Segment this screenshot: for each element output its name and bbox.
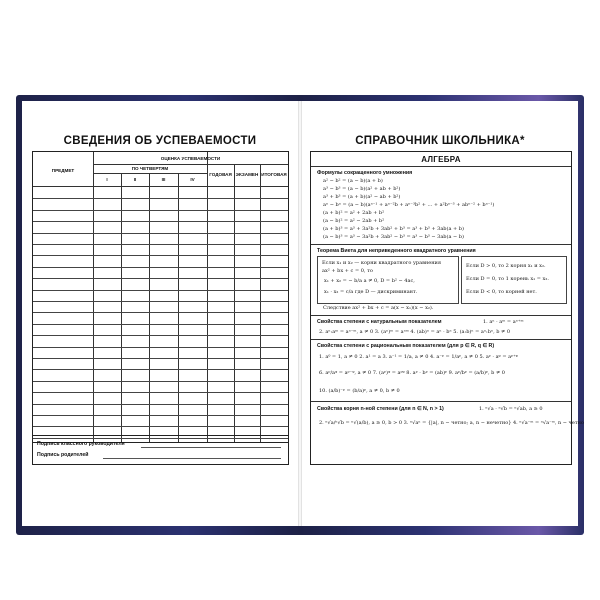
- formula-line: 2. aⁿ:aᵐ = aⁿ⁻ᵐ, a ≠ 0 3. (aⁿ)ᵐ = aⁿᵐ 4. (ab)ⁿ = aⁿ · bⁿ 5. (a:b)ⁿ = aⁿ:bⁿ, b ≠ 0: [319, 329, 511, 335]
- grades-header: ОЦЕНКА УСПЕВАЕМОСТИ: [160, 156, 221, 161]
- subject-column-header: ПРЕДМЕТ: [51, 168, 75, 173]
- vieta-line: x₁ + x₂ = − b/a a ≠ 0, D = b² − 4ac,: [324, 278, 415, 284]
- vieta-line: Если x₁ и x₂ — корни квадратного уравнения: [322, 260, 442, 266]
- quarter-3-header: III: [161, 177, 166, 182]
- vieta-line: x₁ · x₂ = c/a где D — дискриминант.: [324, 289, 418, 295]
- table-row-line: [33, 233, 288, 234]
- vieta-box: [317, 256, 459, 304]
- exam-column-header: ЭКЗАМЕН: [235, 172, 259, 177]
- vieta-line: ax² + bx + c = 0, то: [322, 268, 373, 274]
- table-row-line: [33, 426, 288, 427]
- table-row-line: [33, 244, 288, 245]
- discriminant-case: Если D = 0, то 1 корень x₁ = x₂.: [466, 276, 549, 282]
- quarter-2-header: II: [133, 177, 137, 182]
- table-row-line: [33, 221, 288, 222]
- formula-line: aⁿ − bⁿ = (a − b)(aⁿ⁻¹ + aⁿ⁻²b + aⁿ⁻³b² + ... + a²bⁿ⁻³ + abⁿ⁻² + bⁿ⁻¹): [323, 202, 495, 208]
- quarter-4-header: IV: [190, 177, 195, 182]
- section-nth-root: Свойства корня n-ной степени (для n ∈ N, n > 1): [317, 406, 444, 412]
- table-row-line: [33, 255, 288, 256]
- subject-title: АЛГЕБРА: [421, 155, 461, 164]
- formula-line: 1. aⁿ · aᵐ = aⁿ⁺ᵐ: [483, 319, 524, 325]
- table-row-line: [33, 198, 288, 199]
- formula-line: 10. (a/b)⁻ᵖ = (b/a)ᵖ, a ≠ 0, b ≠ 0: [319, 388, 400, 394]
- table-row-line: [33, 347, 288, 348]
- formula-line: a³ − b³ = (a − b)(a² + ab + b²): [323, 186, 401, 192]
- discriminant-cases-box: [461, 256, 567, 304]
- vieta-consequence: Следствие ax² + bx + c = a(x − x₁)(x − x₂).: [323, 305, 434, 311]
- page-title: СПРАВОЧНИК ШКОЛЬНИКА*: [355, 135, 525, 147]
- formula-line: (a − b)³ = a³ − 3a²b + 3ab² − b³ = a³ − b³ − 3ab(a − b): [323, 234, 464, 240]
- formula-line: a² − b² = (a − b)(a + b): [323, 178, 383, 184]
- table-row-line: [33, 210, 288, 211]
- section-abbreviated-multiplication: Формулы сокращенного умножения: [317, 170, 413, 176]
- formula-line: 6. aᵖ/aᵠ = aᵖ⁻ᵠ, a ≠ 0 7. (aᵖ)ᵠ = aᵖᵠ 8. aᵖ · bᵖ = (ab)ᵖ 9. aᵖ/bᵖ = (a/b)ᵖ, b ≠ 0: [319, 370, 505, 376]
- grades-table: [32, 151, 289, 443]
- table-row-line: [33, 358, 288, 359]
- signatures-box: [32, 435, 289, 465]
- discriminant-case: Если D < 0, то корней нет.: [466, 289, 537, 295]
- table-row-line: [33, 324, 288, 325]
- year-column-header: ГОДОВАЯ: [209, 172, 232, 177]
- formula-line: (a + b)² = a² + 2ab + b²: [323, 210, 385, 216]
- reference-box: [310, 151, 584, 465]
- table-row-line: [33, 369, 288, 370]
- table-row-line: [33, 312, 288, 313]
- table-row-line: [33, 404, 288, 405]
- formula-line: 1. ⁿ√a · ⁿ√b = ⁿ√ab, a ≥ 0: [479, 406, 543, 412]
- right-page: [302, 101, 584, 526]
- formula-line: (a − b)² = a² − 2ab + b²: [323, 218, 385, 224]
- table-row-line: [33, 381, 288, 382]
- table-row-line: [33, 301, 288, 302]
- final-column-header: ИТОГОВАЯ: [261, 172, 287, 177]
- section-vieta-theorem: Теорема Виета для неприведенного квадратного уравнения: [317, 248, 476, 254]
- formula-line: 1. a⁰ = 1, a ≠ 0 2. a¹ = a 3. a⁻¹ = 1/a, a ≠ 0 4. a⁻ᵖ = 1/aᵖ, a ≠ 0 5. aᵖ · aᵠ = aᵖ⁺ᵠ: [319, 354, 518, 360]
- quarters-header: ПО ЧЕТВЕРТЯМ: [131, 166, 169, 171]
- formula-line: 2. ⁿ√a/ⁿ√b = ⁿ√(a/b), a ≥ 0, b > 0 3. ⁿ√aⁿ = {|a|, n − четно; a, n − нечетно} 4. ⁿ√a⁻ᵐ = ⁿ√a⁻ᵐ, n − четно: [319, 420, 584, 426]
- page-title: СВЕДЕНИЯ ОБ УСПЕВАЕМОСТИ: [63, 135, 257, 147]
- table-row-line: [33, 290, 288, 291]
- parents-signature-label: Подпись родителей: [37, 452, 89, 458]
- table-row-line: [33, 278, 288, 279]
- discriminant-case: Если D > 0, то 2 корня x₁ и x₂.: [466, 263, 546, 269]
- table-row-line: [33, 335, 288, 336]
- section-natural-exponent: Свойства степени с натуральным показателем: [317, 319, 442, 325]
- section-rational-exponent: Свойства степени с рациональным показателем (для p ∈ R, q ∈ R): [317, 343, 495, 349]
- table-row-line: [33, 415, 288, 416]
- teacher-signature-label: Подпись классного руководителя: [37, 441, 125, 447]
- quarter-1-header: I: [106, 177, 108, 182]
- formula-line: a³ + b³ = (a + b)(a² − ab + b²): [323, 194, 401, 200]
- formula-line: (a + b)³ = a³ + 3a²b + 3ab² + b³ = a³ + b³ + 3ab(a + b): [323, 226, 464, 232]
- table-row-line: [33, 392, 288, 393]
- left-page: [22, 101, 298, 526]
- table-row-line: [33, 267, 288, 268]
